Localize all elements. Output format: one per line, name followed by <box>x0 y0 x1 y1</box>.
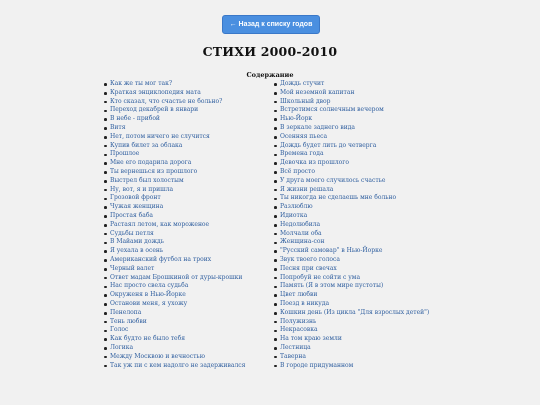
back-to-years-button[interactable]: ← Назад к списку годов <box>222 15 320 34</box>
toc-list-item <box>274 326 474 335</box>
poem-link[interactable]: Поезд в никуда <box>280 299 330 307</box>
toc-list-item <box>104 168 272 177</box>
poem-link[interactable]: Разлюблю <box>280 203 313 211</box>
toc-list-right <box>274 80 474 370</box>
toc-list-item <box>104 353 272 362</box>
poem-link[interactable]: Кошкин день (Из цикла "Для взрослых детей") <box>280 308 430 316</box>
poem-link[interactable]: Попробуй не сойти с ума <box>280 273 361 281</box>
poem-link[interactable]: Всё просто <box>280 167 315 175</box>
poem-link[interactable]: Звук твоего голоса <box>280 255 340 263</box>
toc-list-item <box>274 203 474 212</box>
toc-list-item <box>104 282 272 291</box>
poem-link[interactable]: Как же ты мог так? <box>110 80 173 87</box>
toc-list-item <box>104 300 272 309</box>
poem-link[interactable]: Школьный двор <box>280 97 331 105</box>
toc-list-item <box>274 230 474 239</box>
poem-link[interactable]: Купив билет за облака <box>110 141 183 149</box>
poem-link[interactable]: В небе - прибой <box>110 115 160 123</box>
poem-link[interactable]: Встретимся солнечным вечером <box>280 106 384 114</box>
poem-link[interactable]: Американский футбол на троих <box>110 255 212 263</box>
toc-list-item <box>104 291 272 300</box>
toc-list-item <box>274 186 474 195</box>
toc-list-item <box>104 150 272 159</box>
toc-list-item <box>274 362 474 371</box>
toc-list-item <box>104 186 272 195</box>
poem-link[interactable]: В городе придуманном <box>280 361 354 369</box>
toc-list-item <box>274 212 474 221</box>
poem-link[interactable]: Молчали оба <box>280 229 322 237</box>
toc-list-item <box>104 256 272 265</box>
poem-link[interactable]: Мне его подарила дорога <box>110 159 192 167</box>
poem-link[interactable]: Черный валет <box>110 264 155 272</box>
toc-list-item <box>274 221 474 230</box>
toc-list-item <box>274 106 474 115</box>
toc-list-item <box>104 89 272 98</box>
poem-link[interactable]: В Майами дождь <box>110 238 164 246</box>
toc-list-item <box>274 177 474 186</box>
toc-list-item <box>104 318 272 327</box>
toc-list-item <box>104 362 272 371</box>
poem-link[interactable]: Логика <box>110 343 134 351</box>
poem-link[interactable]: Недолюбила <box>280 220 321 228</box>
toc-list-item <box>274 150 474 159</box>
poem-link[interactable]: Выстрел был холостым <box>110 176 184 184</box>
poem-link[interactable]: Как будто не было тебя <box>110 335 185 343</box>
poem-link[interactable]: Грозовой фронт <box>110 194 161 202</box>
poem-link[interactable]: Растаял летом, как мороженое <box>110 220 210 228</box>
toc-list-item <box>274 265 474 274</box>
poem-link[interactable]: Между Москвою и вечностью <box>110 352 205 360</box>
toc-list-item <box>104 247 272 256</box>
toc-list-item <box>274 344 474 353</box>
poem-link[interactable]: Осенняя пьеса <box>280 132 328 140</box>
toc-list-item <box>104 159 272 168</box>
toc-list-item <box>274 274 474 283</box>
poem-link[interactable]: На том краю земли <box>280 335 342 343</box>
poem-link[interactable]: Нас просто свела судьба <box>110 282 189 290</box>
page-title: СТИХИ 2000-2010 <box>202 44 338 59</box>
toc-list-item <box>274 353 474 362</box>
toc-list-item <box>274 282 474 291</box>
poem-link[interactable]: "Русский самовар" в Нью-Йорке <box>280 247 383 255</box>
poem-link[interactable]: Идиотка <box>280 211 308 219</box>
poem-link[interactable]: Дождь стучит <box>280 80 325 87</box>
poem-link[interactable]: Прошлое <box>110 150 140 158</box>
poem-link[interactable]: Простая баба <box>110 211 154 219</box>
poem-link[interactable]: Ты никогда не сделаешь мне больно <box>280 194 397 202</box>
poem-link[interactable]: Лестница <box>280 343 311 351</box>
toc-list-item <box>274 300 474 309</box>
toc-list-item <box>104 124 272 133</box>
toc-list-left <box>104 80 272 370</box>
toc-list-item <box>104 230 272 239</box>
poem-link[interactable]: Я жизни решала <box>280 185 334 193</box>
toc-list-item <box>104 309 272 318</box>
poem-link[interactable]: В зеркале заднего вида <box>280 123 355 131</box>
poem-link[interactable]: Кто сказал, что счастье не больно? <box>110 97 223 105</box>
toc-list-item <box>274 309 474 318</box>
poem-link[interactable]: Память (Я в этом мире пустоты) <box>280 282 384 290</box>
toc-list-item <box>104 326 272 335</box>
toc-list-item <box>274 194 474 203</box>
poem-link[interactable]: Пенелопа <box>110 308 142 316</box>
poem-link[interactable]: Песня при свечах <box>280 264 337 272</box>
toc-list-item <box>104 265 272 274</box>
poem-link[interactable]: Краткая энциклопедия мата <box>110 88 201 96</box>
toc-list-item <box>274 238 474 247</box>
toc-list-item <box>274 142 474 151</box>
poem-link[interactable]: Я уехала в осень <box>110 247 164 255</box>
poem-link[interactable]: Витя <box>110 123 126 131</box>
poem-link[interactable]: Девочка из прошлого <box>280 159 350 167</box>
poem-link[interactable]: Женщина-сон <box>280 238 325 246</box>
toc-list-item <box>274 335 474 344</box>
poem-link[interactable]: Окруженя в Нью-Йорке <box>110 291 186 299</box>
toc-list-item <box>104 203 272 212</box>
toc-list-item <box>104 194 272 203</box>
poem-link[interactable]: Переход декабрей в январи <box>110 106 199 114</box>
toc-list-item <box>104 115 272 124</box>
toc-list-item <box>274 124 474 133</box>
poem-link[interactable]: Чужая женщина <box>110 203 164 211</box>
toc-list-item <box>104 335 272 344</box>
poem-link[interactable]: Некрасовка <box>280 326 318 334</box>
poem-link[interactable]: Ответ мадам Брошкиной от дуры-крошки <box>110 273 243 281</box>
poem-link[interactable]: Тень любви <box>110 317 147 325</box>
toc-list-item <box>274 318 474 327</box>
poem-link[interactable]: У друга моего случилось счастье <box>280 176 386 184</box>
poem-link[interactable]: Так уж пи с кем надолго не задерживался <box>110 361 246 369</box>
poem-link[interactable]: Голос <box>110 326 129 334</box>
poem-link[interactable]: Останови меня, я ухожу <box>110 299 188 307</box>
toc-list-item <box>274 115 474 124</box>
toc-list-item <box>274 80 474 89</box>
toc-list-item <box>274 133 474 142</box>
toc-list-item <box>274 168 474 177</box>
toc-list-item <box>104 238 272 247</box>
poem-link[interactable]: Таверна <box>280 352 306 360</box>
toc-list-item <box>274 256 474 265</box>
poem-link[interactable]: Нет, потом ничего не случится <box>110 132 210 140</box>
poem-link[interactable]: Нью-Йорк <box>280 115 313 123</box>
toc-list-item <box>274 89 474 98</box>
poem-link[interactable]: Мой неземной капитан <box>280 88 355 96</box>
poem-link[interactable]: Дождь будет лить до четверга <box>280 141 377 149</box>
toc-list-item <box>104 274 272 283</box>
toc-list-item <box>274 247 474 256</box>
toc-list-item <box>104 98 272 107</box>
toc-list-item <box>104 80 272 89</box>
poem-link[interactable]: Цвет любви <box>280 291 318 299</box>
toc-list-item <box>104 344 272 353</box>
poem-link[interactable]: Времена года <box>280 150 324 158</box>
toc-list-item <box>104 212 272 221</box>
toc-list-item <box>104 133 272 142</box>
toc-list-item <box>104 142 272 151</box>
toc-list-item <box>104 221 272 230</box>
toc-heading: Содержание <box>246 71 294 79</box>
poem-link[interactable]: Ты вернешься из прошлого <box>110 167 198 175</box>
poem-link[interactable]: Ну, вот, я и пришла <box>110 185 174 193</box>
toc-list-item <box>274 291 474 300</box>
poem-link[interactable]: Судьбы петля <box>110 229 154 237</box>
toc-list-item <box>274 98 474 107</box>
toc-list-item <box>104 106 272 115</box>
poem-link[interactable]: Полужизнь <box>280 317 317 325</box>
toc-list-item <box>104 177 272 186</box>
toc-list-item <box>274 159 474 168</box>
